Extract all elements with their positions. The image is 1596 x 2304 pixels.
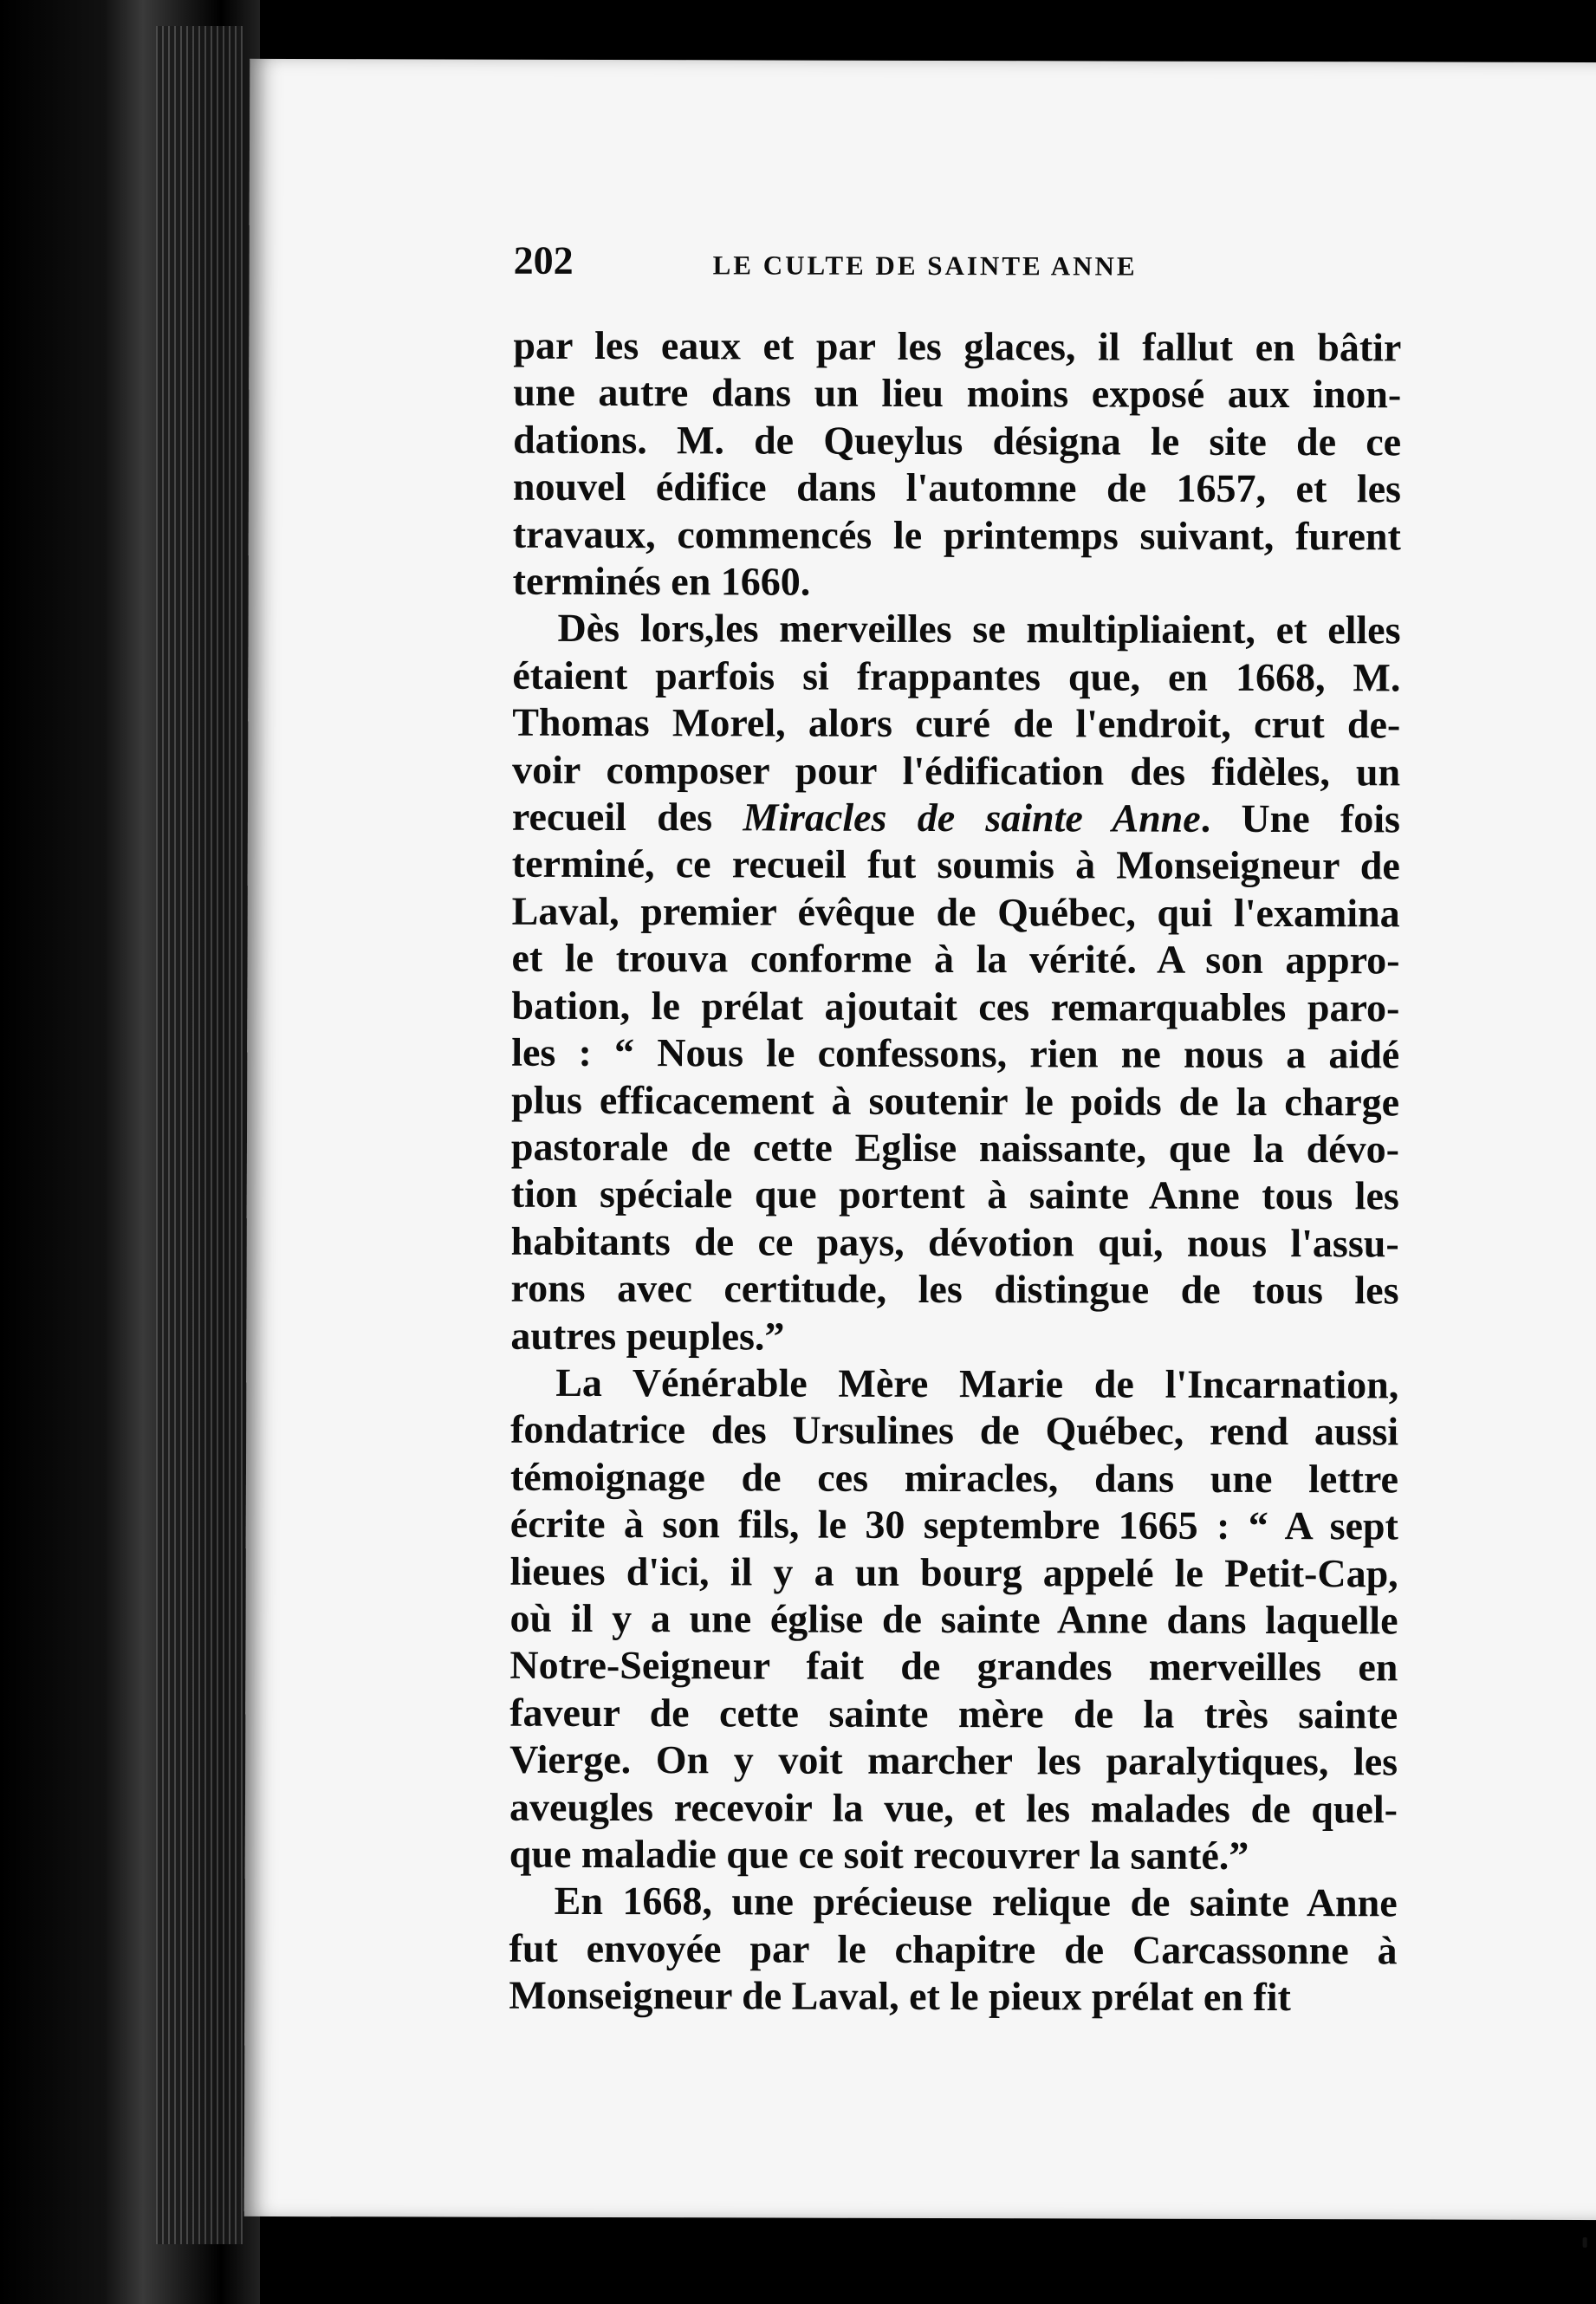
text-line: nouvel édifice dans l'automne de 1657, et les <box>512 464 1402 511</box>
text-line: témoignage de ces miracles, dans une lettre <box>509 1454 1399 1502</box>
text-line: fondatrice des Ursulines de Québec, rend aussi <box>510 1407 1399 1454</box>
text-line: voir composer pour l'édification des fidèles, un <box>512 747 1401 795</box>
text-line: terminés en 1660. <box>512 558 811 604</box>
page-content <box>509 237 1401 2022</box>
paragraph <box>509 1878 1397 2022</box>
text-line: En 1668, une précieuse relique de sainte Anne <box>554 1879 1398 1925</box>
page-edges-texture <box>156 26 243 2244</box>
book-page <box>244 59 1596 2220</box>
book-spine-edge <box>0 0 260 2304</box>
text-line: et le trouva conforme à la vérité. A son appro- <box>511 936 1400 983</box>
text-line: lieues d'ici, il y a un bourg appelé le Petit-Cap, <box>509 1548 1398 1595</box>
text-line: Dès lors,les merveilles se multipliaient, et elles <box>557 606 1401 652</box>
text-line: étaient parfois si frappantes que, en 1668, M. <box>512 652 1401 700</box>
text-line: terminé, ce recueil fut soumis à Monseigneur de <box>511 841 1400 888</box>
text-line: dations. M. de Queylus désigna le site de ce <box>513 417 1402 464</box>
text-line: Vierge. On y voit marcher les paralytiques, les <box>509 1736 1398 1784</box>
text-line: plus efficacement à soutenir le poids de la charge <box>511 1077 1400 1124</box>
scan-artifact <box>1583 2237 1587 2248</box>
text-line: autres peuples.” <box>510 1313 785 1359</box>
paragraph <box>509 1360 1399 1880</box>
text-line: bation, le prélat ajoutait ces remarquables paro- <box>511 983 1400 1030</box>
text-line: fut envoyée par le chapitre de Carcassonne à <box>509 1925 1398 1973</box>
text-line: travaux, commencés le printemps suivant, furent <box>512 511 1401 559</box>
paragraph <box>513 322 1402 607</box>
text-line: rons avec certitude, les distingue de tous les <box>510 1265 1399 1313</box>
text-line: tion spéciale que portent à sainte Anne tous les <box>510 1171 1399 1218</box>
text-line: les : “ Nous le confessons, rien ne nous a aidé <box>511 1029 1400 1077</box>
paragraph <box>510 605 1400 1361</box>
text-line: une autre dans un lieu moins exposé aux inon- <box>513 370 1402 417</box>
italic-title: Miracles de sainte Anne <box>743 795 1201 840</box>
text-line: habitants de ce pays, dévotion qui, nous l'assu- <box>510 1218 1399 1266</box>
text-line: La Vénérable Mère Marie de l'Incarnation, <box>555 1360 1399 1407</box>
body-text <box>509 322 1401 2022</box>
text-line: Thomas Morel, alors curé de l'endroit, crut de- <box>512 699 1401 747</box>
running-head <box>514 237 1402 292</box>
running-head-title: LE CULTE DE SAINTE ANNE <box>712 250 1138 282</box>
text-line: recueil des Miracles de sainte Anne. Une fois <box>511 794 1401 841</box>
text-line: Notre-Seigneur fait de grandes merveilles en <box>509 1643 1398 1690</box>
text-line: écrite à son fils, le 30 septembre 1665 : “ A sept <box>509 1501 1398 1548</box>
text-line: Laval, premier évêque de Québec, qui l'examina <box>511 888 1400 936</box>
page-number: 202 <box>513 237 574 282</box>
text-line: par les eaux et par les glaces, il fallut en bâtir <box>513 322 1402 370</box>
text-line: que maladie que ce soit recouvrer la santé.” <box>509 1831 1249 1878</box>
text-line: où il y a une église de sainte Anne dans laquelle <box>509 1595 1398 1643</box>
text-line: Monseigneur de Laval, et le pieux prélat en fit <box>509 1972 1291 2020</box>
text-line: pastorale de cette Eglise naissante, que la dévo- <box>510 1124 1400 1171</box>
text-line: faveur de cette sainte mère de la très sainte <box>509 1690 1398 1737</box>
text-line: aveugles recevoir la vue, et les malades de quel- <box>509 1784 1398 1832</box>
